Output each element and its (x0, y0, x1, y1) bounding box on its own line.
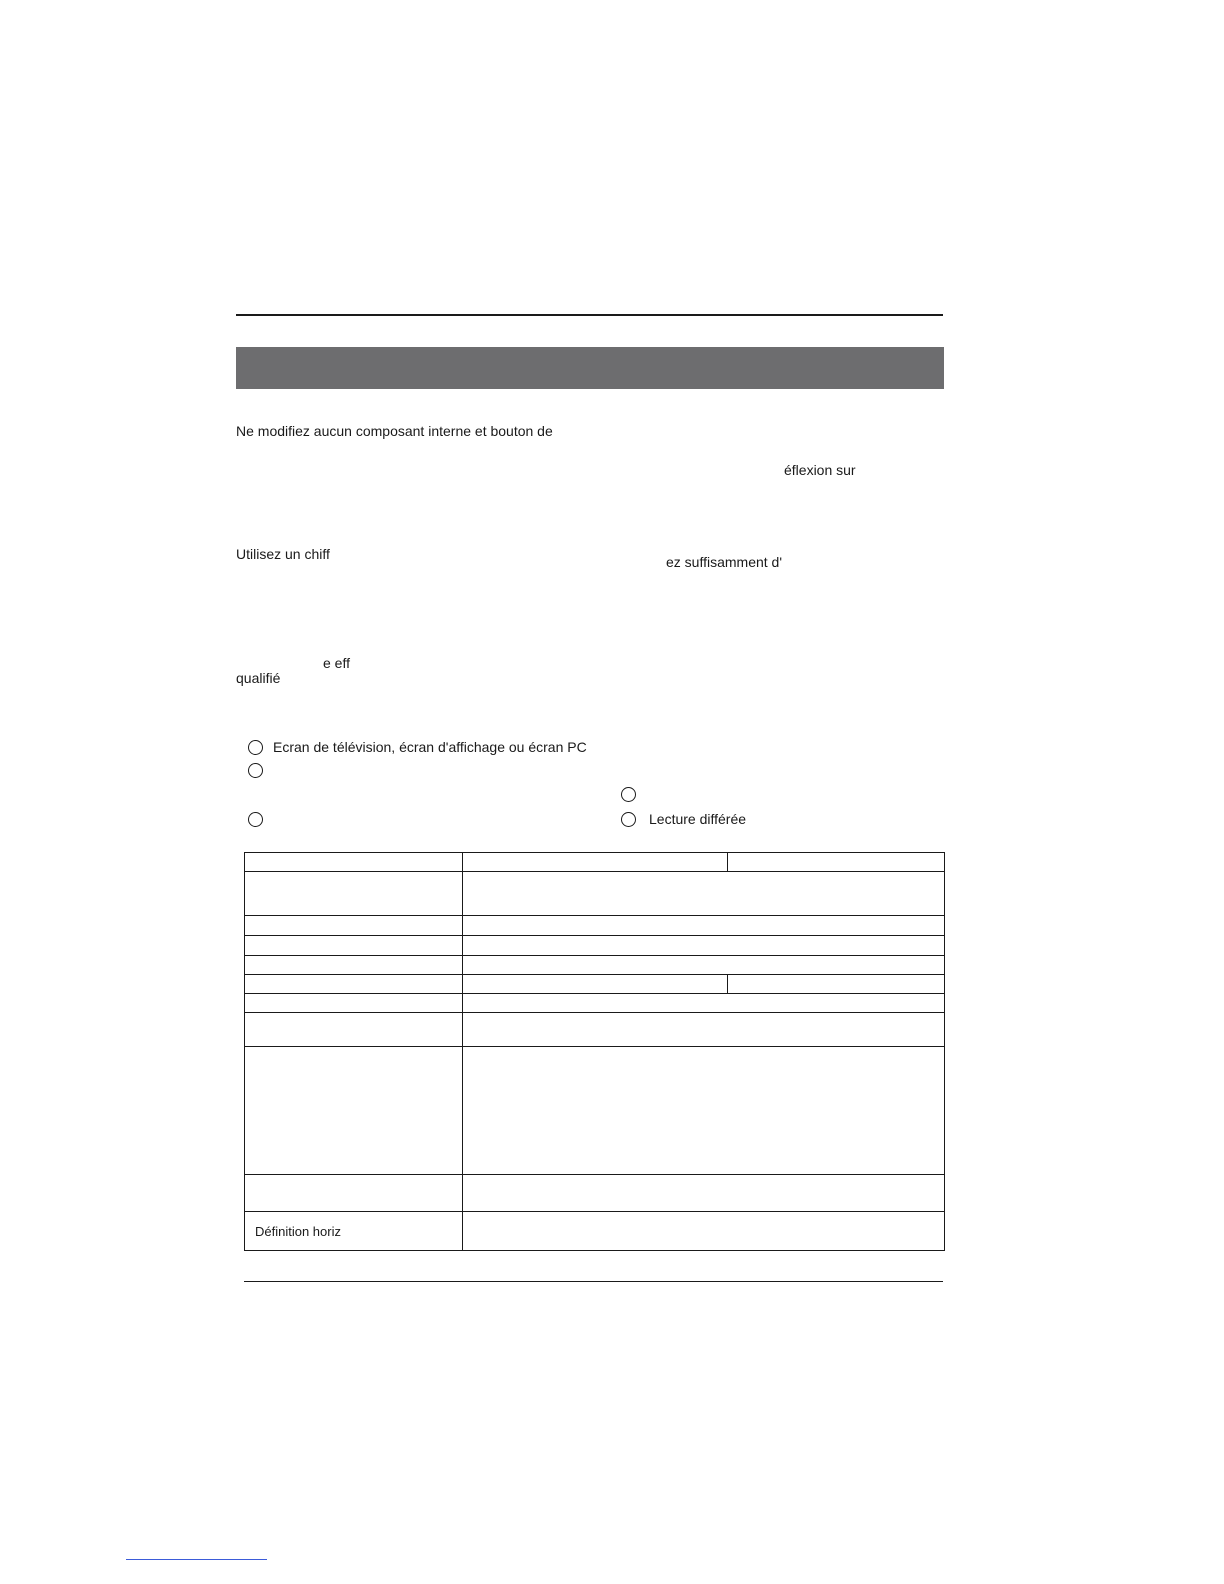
table-hline (244, 1012, 945, 1013)
option-label-timeshift: Lecture différée (649, 811, 747, 827)
paragraph-1-line-1: Ne modifiez aucun composant interne et bouton de (236, 423, 553, 439)
paragraph-3-line-2: qualifié (236, 670, 281, 686)
table-hline (244, 1250, 945, 1251)
table-hline (244, 852, 945, 853)
table-hline (244, 1211, 945, 1212)
table-hline (244, 871, 945, 872)
footer-link-underline (126, 1559, 267, 1560)
table-vline-left (244, 852, 245, 1250)
option-label-screen: Ecran de télévision, écran d'affichage ou écran PC (273, 739, 587, 755)
table-vline-right (944, 852, 945, 1250)
table-hline (244, 935, 945, 936)
table-vline-mid (462, 852, 463, 1250)
table-hline (244, 974, 945, 975)
paragraph-2-fragment: ez suffisamment d' (666, 554, 783, 570)
table-hline (244, 915, 945, 916)
bottom-rule (244, 1281, 943, 1282)
table-row-label: Définition horiz (255, 1224, 341, 1239)
paragraph-2-line-1: Utilisez un chiff (236, 546, 330, 562)
table-hline (244, 993, 945, 994)
table-hline (244, 1174, 945, 1175)
paragraph-1-fragment: éflexion sur (784, 462, 856, 478)
table-hline (244, 955, 945, 956)
paragraph-3-fragment: e eff (323, 655, 350, 671)
table-vline-split (727, 974, 728, 993)
table-hline (244, 1046, 945, 1047)
table-vline-split (727, 852, 728, 871)
